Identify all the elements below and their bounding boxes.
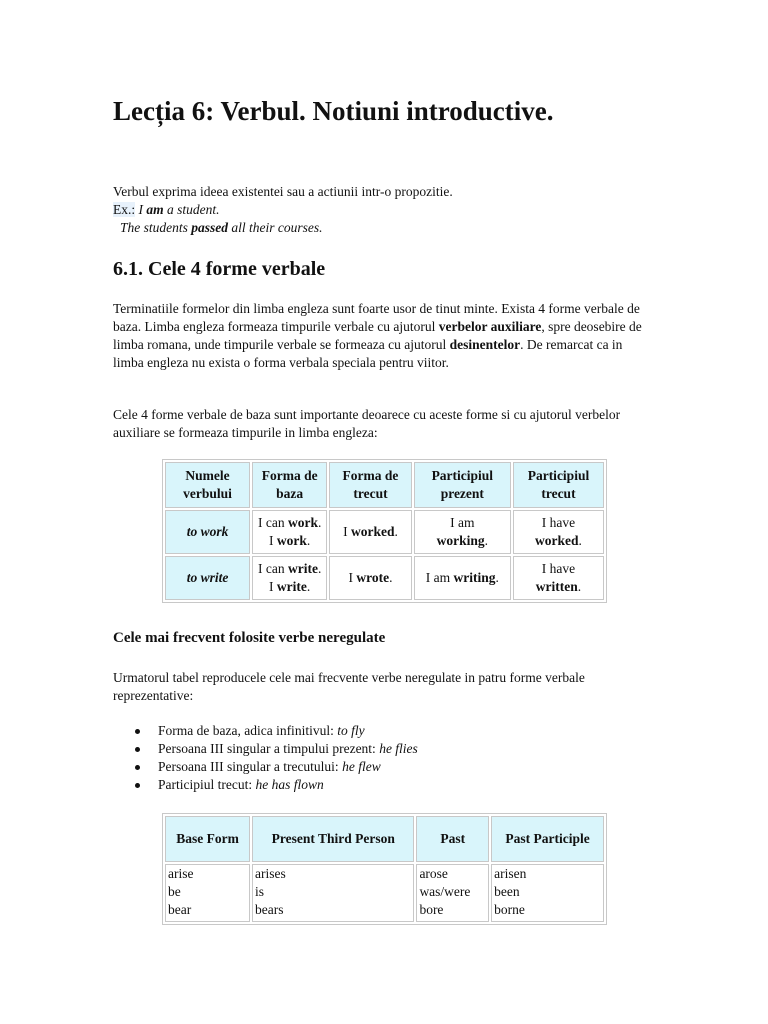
page-title: Lecția 6: Verbul. Notiuni introductive.: [113, 96, 554, 126]
header-present-participle: Participiul prezent: [414, 462, 511, 508]
bullet-icon: [135, 783, 140, 788]
base-form-cell: arise be bear: [165, 864, 250, 922]
past-cell: arose was/were bore: [416, 864, 489, 922]
verb-form-list: [113, 722, 418, 794]
table-row: [165, 556, 604, 600]
verb-forms-table: [162, 459, 607, 603]
header-present-third-person: Present Third Person: [252, 816, 414, 862]
irregular-verbs-table: [162, 813, 607, 925]
header-base-form: Forma de baza: [252, 462, 327, 508]
example-label: Ex.:: [113, 202, 136, 217]
present-third-person-cell: arises is bears: [252, 864, 414, 922]
forms-paragraph-1: Terminatiile formelor din limba engleza sunt foarte usor de tinut minte. Exista 4 forme verbale de baza. Limba engleza formeaza timpurile verbale cu ajutorul verbelor auxiliare, spre deosebire de limba romana, unde timpurile verbale se formeaza cu ajutorul desinentelor. De remarcat ca in limba engleza nu exista o forma verbala speciala pentru viitor.: [113, 301, 642, 370]
table-row: [165, 864, 604, 922]
past-form-cell: I worked.: [329, 510, 412, 554]
list-item: Persoana III singular a trecutului: he flew: [113, 758, 418, 776]
forms-paragraph-2: Cele 4 forme verbale de baza sunt importante deoarece cu aceste forme si cu ajutorul verbelor auxiliare se formeaza timpurile in limba engleza:: [113, 407, 621, 440]
irregular-paragraph: Urmatorul tabel reproducele cele mai frecvente verbe neregulate in patru forme verbale reprezentative:: [113, 670, 585, 703]
past-participle-cell: I have written.: [513, 556, 604, 600]
table-header-row: [165, 816, 604, 862]
table-header-row: [165, 462, 604, 508]
verb-name-cell: to write: [165, 556, 250, 600]
bullet-icon: [135, 729, 140, 734]
past-form-cell: I wrote.: [329, 556, 412, 600]
intro-definition: Verbul exprima ideea existentei sau a actiunii intr-o propozitie.: [113, 184, 453, 199]
example-line-1: [113, 201, 653, 219]
list-item: Forma de baza, adica infinitivul: to fly: [113, 722, 418, 740]
past-participle-cell: arisen been borne: [491, 864, 604, 922]
base-form-cell: I can work. I work.: [252, 510, 327, 554]
header-past-participle: Participiul trecut: [513, 462, 604, 508]
present-participle-cell: I am working.: [414, 510, 511, 554]
header-verb-name: Numele verbului: [165, 462, 250, 508]
bullet-icon: [135, 747, 140, 752]
base-form-cell: I can write. I write.: [252, 556, 327, 600]
section-heading-forms: 6.1. Cele 4 forme verbale: [113, 258, 326, 280]
verb-name-cell: to work: [165, 510, 250, 554]
header-past: Past: [416, 816, 489, 862]
header-past-form: Forma de trecut: [329, 462, 412, 508]
list-item: Participiul trecut: he has flown: [113, 776, 418, 794]
table-row: [165, 510, 604, 554]
header-base-form: Base Form: [165, 816, 250, 862]
past-participle-cell: I have worked.: [513, 510, 604, 554]
intro-block: [113, 183, 653, 237]
example-line-2: The students passed all their courses.: [120, 220, 323, 235]
example-1-text: I am a student.: [138, 202, 220, 217]
section-heading-irregular: Cele mai frecvent folosite verbe neregulate: [113, 630, 386, 646]
list-item: Persoana III singular a timpului prezent: he flies: [113, 740, 418, 758]
present-participle-cell: I am writing.: [414, 556, 511, 600]
bullet-icon: [135, 765, 140, 770]
header-past-participle: Past Participle: [491, 816, 604, 862]
